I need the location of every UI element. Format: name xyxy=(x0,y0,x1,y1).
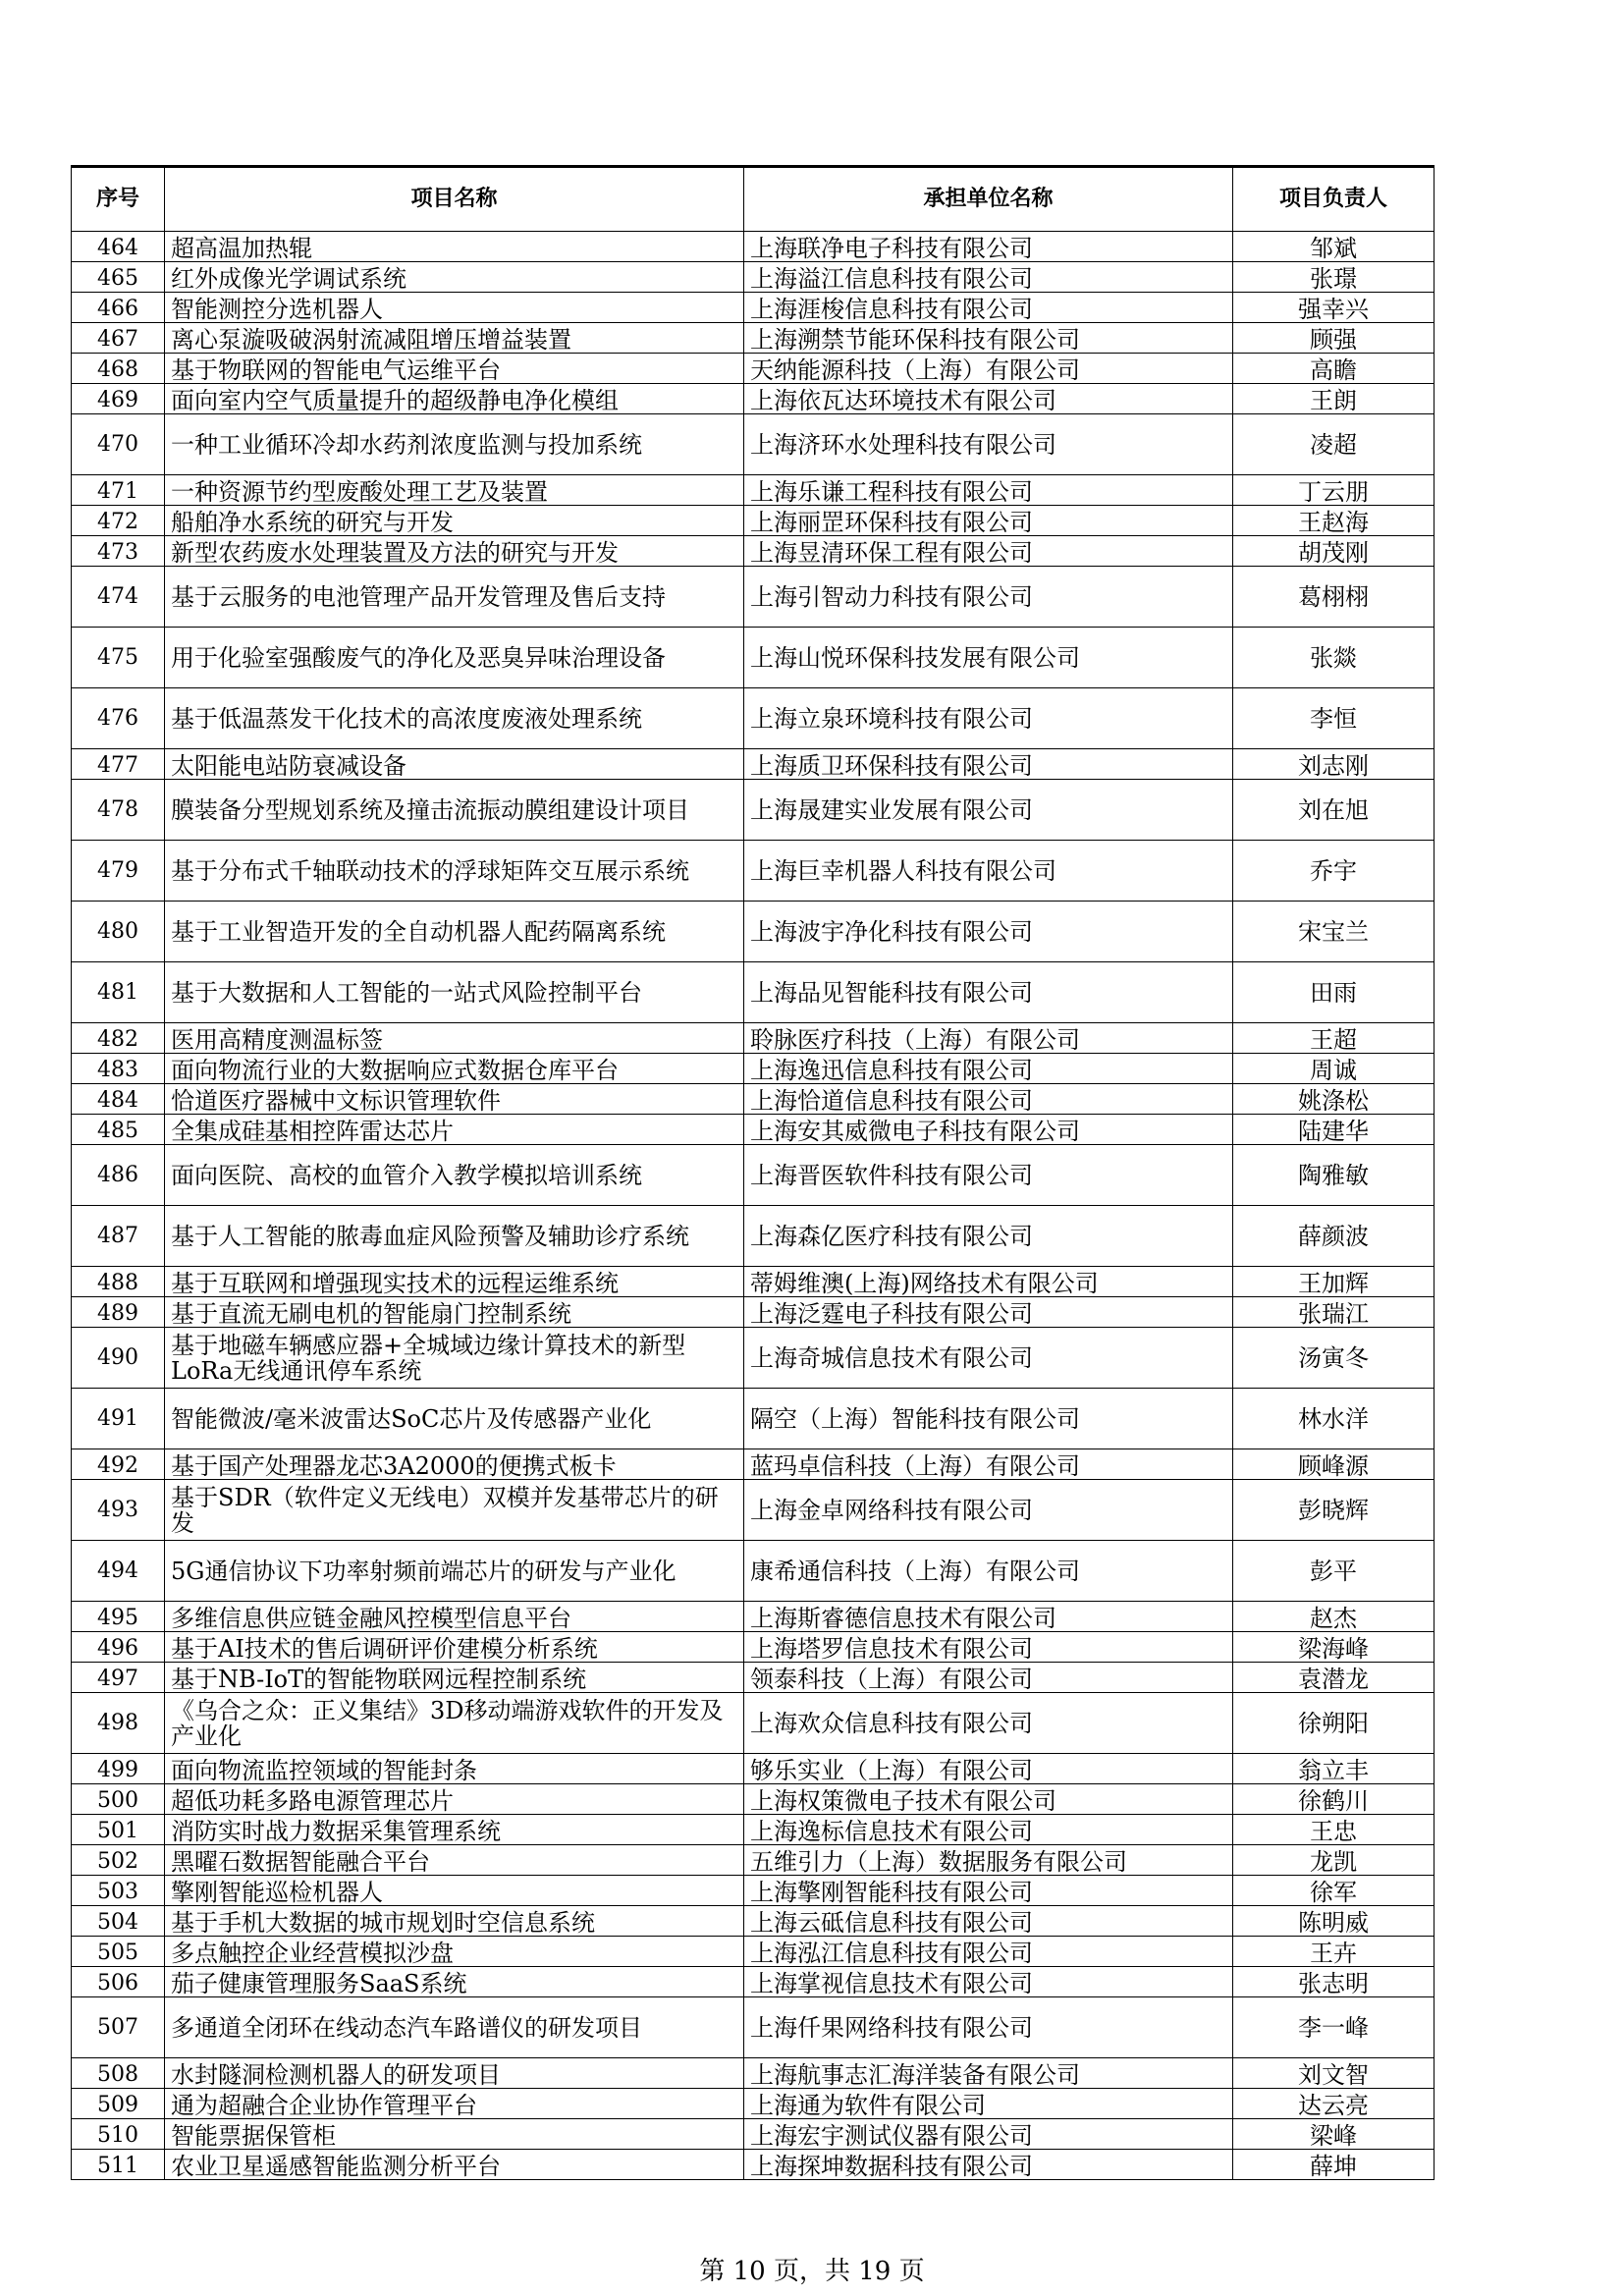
row-number: 470 xyxy=(72,414,165,475)
project-name: 《乌合之众：正义集结》3D移动端游戏软件的开发及产业化 xyxy=(165,1693,744,1754)
project-name: 擎刚智能巡检机器人 xyxy=(165,1876,744,1906)
row-number: 481 xyxy=(72,962,165,1023)
project-name: 一种工业循环冷却水药剂浓度监测与投加系统 xyxy=(165,414,744,475)
project-lead: 王赵海 xyxy=(1233,506,1435,536)
project-lead: 乔宇 xyxy=(1233,841,1435,902)
project-name: 基于分布式千轴联动技术的浮球矩阵交互展示系统 xyxy=(165,841,744,902)
header-project-name: 项目名称 xyxy=(165,167,744,232)
organization-name: 上海宏宇测试仪器有限公司 xyxy=(744,2119,1233,2150)
table-row xyxy=(72,384,1435,414)
row-number: 465 xyxy=(72,262,165,293)
project-table xyxy=(71,165,1435,2180)
organization-name: 上海掌视信息技术有限公司 xyxy=(744,1967,1233,1997)
row-number: 501 xyxy=(72,1815,165,1845)
row-number: 473 xyxy=(72,536,165,567)
project-lead: 徐朔阳 xyxy=(1233,1693,1435,1754)
row-number: 478 xyxy=(72,780,165,841)
row-number: 506 xyxy=(72,1967,165,1997)
table-row xyxy=(72,1997,1435,2058)
project-lead: 周诚 xyxy=(1233,1054,1435,1084)
organization-name: 上海权策微电子技术有限公司 xyxy=(744,1784,1233,1815)
table-row xyxy=(72,1389,1435,1449)
organization-name: 上海泛霆电子科技有限公司 xyxy=(744,1297,1233,1328)
project-name: 基于AI技术的售后调研评价建模分析系统 xyxy=(165,1632,744,1663)
row-number: 492 xyxy=(72,1449,165,1480)
project-lead: 赵杰 xyxy=(1233,1602,1435,1632)
project-lead: 刘志刚 xyxy=(1233,749,1435,780)
table-row xyxy=(72,1267,1435,1297)
organization-name: 上海济环水处理科技有限公司 xyxy=(744,414,1233,475)
table-row xyxy=(72,1815,1435,1845)
project-lead: 薛坤 xyxy=(1233,2150,1435,2180)
project-lead: 达云亮 xyxy=(1233,2089,1435,2119)
table-row xyxy=(72,232,1435,262)
table-row xyxy=(72,1602,1435,1632)
table-row xyxy=(72,1906,1435,1937)
organization-name: 上海引智动力科技有限公司 xyxy=(744,567,1233,628)
project-lead: 葛栩栩 xyxy=(1233,567,1435,628)
organization-name: 隔空（上海）智能科技有限公司 xyxy=(744,1389,1233,1449)
project-name: 基于直流无刷电机的智能扇门控制系统 xyxy=(165,1297,744,1328)
project-name: 智能票据保管柜 xyxy=(165,2119,744,2150)
project-name: 太阳能电站防衰减设备 xyxy=(165,749,744,780)
row-number: 499 xyxy=(72,1754,165,1784)
organization-name: 领泰科技（上海）有限公司 xyxy=(744,1663,1233,1693)
project-name: 膜装备分型规划系统及撞击流振动膜组建设计项目 xyxy=(165,780,744,841)
project-name: 茄子健康管理服务SaaS系统 xyxy=(165,1967,744,1997)
project-name: 医用高精度测温标签 xyxy=(165,1023,744,1054)
project-lead: 凌超 xyxy=(1233,414,1435,475)
organization-name: 上海丽罡环保科技有限公司 xyxy=(744,506,1233,536)
table-row xyxy=(72,1784,1435,1815)
organization-name: 上海恰道信息科技有限公司 xyxy=(744,1084,1233,1115)
row-number: 467 xyxy=(72,323,165,354)
organization-name: 聆脉医疗科技（上海）有限公司 xyxy=(744,1023,1233,1054)
table-row xyxy=(72,902,1435,962)
organization-name: 上海泓江信息科技有限公司 xyxy=(744,1937,1233,1967)
project-lead: 顾强 xyxy=(1233,323,1435,354)
table-row xyxy=(72,2150,1435,2180)
table-row xyxy=(72,475,1435,506)
table-row xyxy=(72,567,1435,628)
organization-name: 上海探坤数据科技有限公司 xyxy=(744,2150,1233,2180)
organization-name: 上海仟果网络科技有限公司 xyxy=(744,1997,1233,2058)
row-number: 510 xyxy=(72,2119,165,2150)
organization-name: 上海乐谦工程科技有限公司 xyxy=(744,475,1233,506)
organization-name: 上海逸迅信息科技有限公司 xyxy=(744,1054,1233,1084)
organization-name: 天纳能源科技（上海）有限公司 xyxy=(744,354,1233,384)
table-row xyxy=(72,1115,1435,1145)
row-number: 491 xyxy=(72,1389,165,1449)
row-number: 484 xyxy=(72,1084,165,1115)
header-organization: 承担单位名称 xyxy=(744,167,1233,232)
project-name: 红外成像光学调试系统 xyxy=(165,262,744,293)
project-name: 新型农药废水处理装置及方法的研究与开发 xyxy=(165,536,744,567)
project-lead: 邹斌 xyxy=(1233,232,1435,262)
organization-name: 上海欢众信息科技有限公司 xyxy=(744,1693,1233,1754)
project-lead: 王超 xyxy=(1233,1023,1435,1054)
organization-name: 上海品见智能科技有限公司 xyxy=(744,962,1233,1023)
table-body xyxy=(72,232,1435,2180)
organization-name: 上海奇城信息技术有限公司 xyxy=(744,1328,1233,1389)
row-number: 493 xyxy=(72,1480,165,1541)
row-number: 494 xyxy=(72,1541,165,1602)
organization-name: 上海联净电子科技有限公司 xyxy=(744,232,1233,262)
row-number: 497 xyxy=(72,1663,165,1693)
organization-name: 上海金卓网络科技有限公司 xyxy=(744,1480,1233,1541)
row-number: 471 xyxy=(72,475,165,506)
table-row xyxy=(72,1693,1435,1754)
row-number: 486 xyxy=(72,1145,165,1206)
row-number: 504 xyxy=(72,1906,165,1937)
row-number: 480 xyxy=(72,902,165,962)
project-name: 面向室内空气质量提升的超级静电净化模组 xyxy=(165,384,744,414)
table-row xyxy=(72,323,1435,354)
table-row xyxy=(72,1541,1435,1602)
table-row xyxy=(72,962,1435,1023)
row-number: 487 xyxy=(72,1206,165,1267)
project-lead: 顾峰源 xyxy=(1233,1449,1435,1480)
organization-name: 上海安其威微电子科技有限公司 xyxy=(744,1115,1233,1145)
organization-name: 上海依瓦达环境技术有限公司 xyxy=(744,384,1233,414)
organization-name: 上海塔罗信息技术有限公司 xyxy=(744,1632,1233,1663)
table-row xyxy=(72,780,1435,841)
project-lead: 王忠 xyxy=(1233,1815,1435,1845)
project-name: 多通道全闭环在线动态汽车路谱仪的研发项目 xyxy=(165,1997,744,2058)
table-row xyxy=(72,1480,1435,1541)
table-row xyxy=(72,1754,1435,1784)
project-name: 基于大数据和人工智能的一站式风险控制平台 xyxy=(165,962,744,1023)
project-name: 基于互联网和增强现实技术的远程运维系统 xyxy=(165,1267,744,1297)
project-lead: 丁云朋 xyxy=(1233,475,1435,506)
project-name: 水封隧洞检测机器人的研发项目 xyxy=(165,2058,744,2089)
project-lead: 林水洋 xyxy=(1233,1389,1435,1449)
project-lead: 汤寅冬 xyxy=(1233,1328,1435,1389)
row-number: 479 xyxy=(72,841,165,902)
row-number: 507 xyxy=(72,1997,165,2058)
organization-name: 上海通为软件有限公司 xyxy=(744,2089,1233,2119)
project-name: 农业卫星遥感智能监测分析平台 xyxy=(165,2150,744,2180)
project-lead: 梁海峰 xyxy=(1233,1632,1435,1663)
table-row xyxy=(72,1145,1435,1206)
project-name: 黑曜石数据智能融合平台 xyxy=(165,1845,744,1876)
project-name: 一种资源节约型废酸处理工艺及装置 xyxy=(165,475,744,506)
row-number: 464 xyxy=(72,232,165,262)
project-name: 用于化验室强酸废气的净化及恶臭异味治理设备 xyxy=(165,628,744,688)
table-row xyxy=(72,1054,1435,1084)
project-lead: 王朗 xyxy=(1233,384,1435,414)
row-number: 472 xyxy=(72,506,165,536)
row-number: 511 xyxy=(72,2150,165,2180)
row-number: 490 xyxy=(72,1328,165,1389)
project-name: 离心泵漩吸破涡射流减阻增压增益装置 xyxy=(165,323,744,354)
project-lead: 张燚 xyxy=(1233,628,1435,688)
table-row xyxy=(72,414,1435,475)
project-lead: 薛颜波 xyxy=(1233,1206,1435,1267)
organization-name: 五维引力（上海）数据服务有限公司 xyxy=(744,1845,1233,1876)
project-lead: 翁立丰 xyxy=(1233,1754,1435,1784)
row-number: 485 xyxy=(72,1115,165,1145)
row-number: 483 xyxy=(72,1054,165,1084)
table-row xyxy=(72,1663,1435,1693)
organization-name: 上海云砥信息科技有限公司 xyxy=(744,1906,1233,1937)
row-number: 474 xyxy=(72,567,165,628)
organization-name: 上海山悦环保科技发展有限公司 xyxy=(744,628,1233,688)
row-number: 498 xyxy=(72,1693,165,1754)
project-name: 船舶净水系统的研究与开发 xyxy=(165,506,744,536)
project-lead: 徐鹤川 xyxy=(1233,1784,1435,1815)
header-no: 序号 xyxy=(72,167,165,232)
row-number: 477 xyxy=(72,749,165,780)
project-lead: 彭平 xyxy=(1233,1541,1435,1602)
row-number: 466 xyxy=(72,293,165,323)
project-lead: 彭晓辉 xyxy=(1233,1480,1435,1541)
table-row xyxy=(72,1328,1435,1389)
organization-name: 上海溢江信息科技有限公司 xyxy=(744,262,1233,293)
project-lead: 陈明威 xyxy=(1233,1906,1435,1937)
table-row xyxy=(72,1023,1435,1054)
project-name: 超高温加热辊 xyxy=(165,232,744,262)
table-row xyxy=(72,1206,1435,1267)
table-row xyxy=(72,2089,1435,2119)
table-row xyxy=(72,536,1435,567)
row-number: 500 xyxy=(72,1784,165,1815)
project-lead: 刘在旭 xyxy=(1233,780,1435,841)
table-row xyxy=(72,1937,1435,1967)
project-name: 恰道医疗器械中文标识管理软件 xyxy=(165,1084,744,1115)
project-lead: 梁峰 xyxy=(1233,2119,1435,2150)
row-number: 488 xyxy=(72,1267,165,1297)
table-row xyxy=(72,2119,1435,2150)
project-lead: 张璟 xyxy=(1233,262,1435,293)
project-lead: 徐军 xyxy=(1233,1876,1435,1906)
project-lead: 张瑞江 xyxy=(1233,1297,1435,1328)
organization-name: 上海晋医软件科技有限公司 xyxy=(744,1145,1233,1206)
row-number: 476 xyxy=(72,688,165,749)
table-row xyxy=(72,2058,1435,2089)
organization-name: 上海波宇净化科技有限公司 xyxy=(744,902,1233,962)
row-number: 482 xyxy=(72,1023,165,1054)
project-name: 基于云服务的电池管理产品开发管理及售后支持 xyxy=(165,567,744,628)
organization-name: 上海晟建实业发展有限公司 xyxy=(744,780,1233,841)
row-number: 508 xyxy=(72,2058,165,2089)
project-lead: 王卉 xyxy=(1233,1937,1435,1967)
project-lead: 刘文智 xyxy=(1233,2058,1435,2089)
project-name: 消防实时战力数据采集管理系统 xyxy=(165,1815,744,1845)
project-lead: 胡茂刚 xyxy=(1233,536,1435,567)
organization-name: 上海立泉环境科技有限公司 xyxy=(744,688,1233,749)
table-row xyxy=(72,841,1435,902)
project-lead: 李一峰 xyxy=(1233,1997,1435,2058)
project-name: 基于手机大数据的城市规划时空信息系统 xyxy=(165,1906,744,1937)
project-lead: 陶雅敏 xyxy=(1233,1145,1435,1206)
table-row xyxy=(72,506,1435,536)
organization-name: 上海昱清环保工程有限公司 xyxy=(744,536,1233,567)
table-row xyxy=(72,293,1435,323)
table-row xyxy=(72,688,1435,749)
organization-name: 康希通信科技（上海）有限公司 xyxy=(744,1541,1233,1602)
project-name: 基于SDR（软件定义无线电）双模并发基带芯片的研发 xyxy=(165,1480,744,1541)
table-row xyxy=(72,262,1435,293)
project-lead: 王加辉 xyxy=(1233,1267,1435,1297)
table-row xyxy=(72,749,1435,780)
project-lead: 强幸兴 xyxy=(1233,293,1435,323)
table-row xyxy=(72,1632,1435,1663)
project-name: 全集成硅基相控阵雷达芯片 xyxy=(165,1115,744,1145)
row-number: 509 xyxy=(72,2089,165,2119)
project-name: 基于国产处理器龙芯3A2000的便携式板卡 xyxy=(165,1449,744,1480)
project-name: 基于地磁车辆感应器+全城域边缘计算技术的新型LoRa无线通讯停车系统 xyxy=(165,1328,744,1389)
project-name: 5G通信协议下功率射频前端芯片的研发与产业化 xyxy=(165,1541,744,1602)
project-name: 基于低温蒸发干化技术的高浓度废液处理系统 xyxy=(165,688,744,749)
project-name: 多点触控企业经营模拟沙盘 xyxy=(165,1937,744,1967)
project-name: 基于工业智造开发的全自动机器人配药隔离系统 xyxy=(165,902,744,962)
project-name: 多维信息供应链金融风控模型信息平台 xyxy=(165,1602,744,1632)
row-number: 489 xyxy=(72,1297,165,1328)
row-number: 496 xyxy=(72,1632,165,1663)
table-row xyxy=(72,1845,1435,1876)
table-row xyxy=(72,1449,1435,1480)
project-name: 面向物流行业的大数据响应式数据仓库平台 xyxy=(165,1054,744,1084)
project-name: 面向物流监控领域的智能封条 xyxy=(165,1754,744,1784)
table-row xyxy=(72,628,1435,688)
project-name: 智能测控分选机器人 xyxy=(165,293,744,323)
organization-name: 蒂姆维澳(上海)网络技术有限公司 xyxy=(744,1267,1233,1297)
organization-name: 上海溯禁节能环保科技有限公司 xyxy=(744,323,1233,354)
organization-name: 蓝玛卓信科技（上海）有限公司 xyxy=(744,1449,1233,1480)
row-number: 505 xyxy=(72,1937,165,1967)
table-row xyxy=(72,1876,1435,1906)
project-lead: 张志明 xyxy=(1233,1967,1435,1997)
organization-name: 上海森亿医疗科技有限公司 xyxy=(744,1206,1233,1267)
organization-name: 上海巨幸机器人科技有限公司 xyxy=(744,841,1233,902)
organization-name: 上海航事志汇海洋装备有限公司 xyxy=(744,2058,1233,2089)
organization-name: 够乐实业（上海）有限公司 xyxy=(744,1754,1233,1784)
project-lead: 高瞻 xyxy=(1233,354,1435,384)
project-lead: 李恒 xyxy=(1233,688,1435,749)
row-number: 503 xyxy=(72,1876,165,1906)
row-number: 469 xyxy=(72,384,165,414)
project-lead: 陆建华 xyxy=(1233,1115,1435,1145)
project-name: 通为超融合企业协作管理平台 xyxy=(165,2089,744,2119)
row-number: 495 xyxy=(72,1602,165,1632)
project-name: 智能微波/毫米波雷达SoC芯片及传感器产业化 xyxy=(165,1389,744,1449)
project-lead: 姚涤松 xyxy=(1233,1084,1435,1115)
project-name: 基于NB-IoT的智能物联网远程控制系统 xyxy=(165,1663,744,1693)
project-name: 基于人工智能的脓毒血症风险预警及辅助诊疗系统 xyxy=(165,1206,744,1267)
project-name: 超低功耗多路电源管理芯片 xyxy=(165,1784,744,1815)
header-project-lead: 项目负责人 xyxy=(1233,167,1435,232)
project-lead: 宋宝兰 xyxy=(1233,902,1435,962)
project-lead: 袁潜龙 xyxy=(1233,1663,1435,1693)
project-lead: 龙凯 xyxy=(1233,1845,1435,1876)
table-row xyxy=(72,1084,1435,1115)
table-header-row xyxy=(72,167,1435,232)
organization-name: 上海擎刚智能科技有限公司 xyxy=(744,1876,1233,1906)
organization-name: 上海涯梭信息科技有限公司 xyxy=(744,293,1233,323)
organization-name: 上海斯睿德信息技术有限公司 xyxy=(744,1602,1233,1632)
table-row xyxy=(72,1297,1435,1328)
row-number: 468 xyxy=(72,354,165,384)
row-number: 475 xyxy=(72,628,165,688)
table-row xyxy=(72,1967,1435,1997)
project-lead: 田雨 xyxy=(1233,962,1435,1023)
project-name: 基于物联网的智能电气运维平台 xyxy=(165,354,744,384)
table-row xyxy=(72,354,1435,384)
project-name: 面向医院、高校的血管介入教学模拟培训系统 xyxy=(165,1145,744,1206)
organization-name: 上海质卫环保科技有限公司 xyxy=(744,749,1233,780)
row-number: 502 xyxy=(72,1845,165,1876)
page-footer: 第 10 页，共 19 页 xyxy=(699,2257,925,2286)
organization-name: 上海逸标信息技术有限公司 xyxy=(744,1815,1233,1845)
